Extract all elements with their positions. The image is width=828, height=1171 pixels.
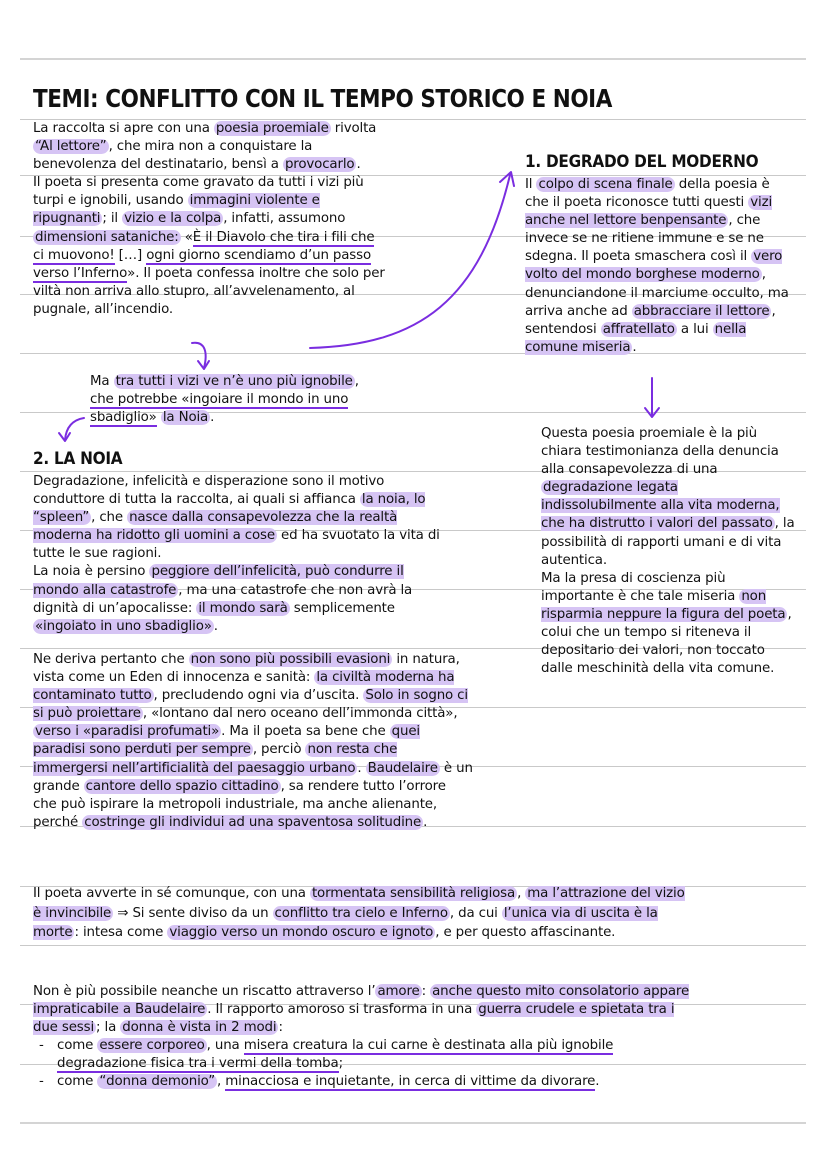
text-run: , da cui [449, 905, 502, 921]
section-2-evasions [33, 651, 473, 832]
highlighted-text: “donna demonio” [99, 1074, 216, 1090]
highlighted-text: poesia proemiale [215, 121, 329, 136]
text-run: : [421, 984, 431, 999]
text-run: ; la [96, 1020, 121, 1036]
page-title: TEMI: CONFLITTO CON IL TEMPO STORICO E NOIA [33, 84, 612, 113]
text-run: in natura, vista come un Eden di innocenza e sanità: [33, 652, 460, 686]
text-run: , una [206, 1038, 244, 1054]
highlighted-text: vero volto del mondo borghese moderno [525, 249, 783, 283]
bottom-paragraph-2 [33, 983, 698, 1037]
text-run: La raccolta si apre con una [33, 121, 214, 136]
highlighted-text: amore [377, 984, 420, 999]
highlighted-text: abbracciare il lettore [633, 303, 770, 319]
highlighted-text: non risparmia neppure la figura del poeta [541, 588, 786, 622]
highlighted-text: ma l’attrazione del vizio è invincibile [33, 886, 685, 921]
highlighted-text: nella comune miseria [525, 321, 747, 355]
text-run: . [595, 1074, 600, 1090]
woman-views-list [33, 1037, 698, 1091]
text-run: semplicemente [289, 600, 395, 616]
highlighted-text: tormentata sensibilità religiosa [311, 886, 516, 901]
section-1-conclusion [541, 425, 796, 678]
underlined-text: minacciosa e inquietante, in cerca di vittime da divorare [225, 1074, 596, 1090]
highlighted-text: guerra crudele e spietata tra i due sessi [33, 1002, 675, 1036]
highlighted-text: la Noia [162, 410, 209, 426]
text-run: ; [338, 1056, 343, 1072]
text-run: Ma la presa di coscienza più importante è che tale miseria [541, 570, 740, 604]
text-run: , [517, 886, 526, 901]
text-run: . [213, 618, 218, 634]
highlighted-text: cantore dello spazio cittadino [85, 778, 279, 794]
ruled-line-bottom [20, 1122, 806, 1124]
section-1-paragraph-2 [541, 425, 796, 570]
text-run: : [278, 1020, 283, 1036]
text-run: . [632, 339, 637, 355]
text-run: come [57, 1074, 98, 1090]
text-run: ; il [102, 211, 123, 227]
highlighted-text: viaggio verso un mondo oscuro e ignoto [169, 925, 434, 940]
text-run: , precludendo ogni via d’uscita. [153, 688, 364, 704]
highlighted-text: anche questo mito consolatorio appare impraticabile a Baudelaire [33, 984, 690, 1018]
intro-paragraph-3 [90, 373, 375, 427]
section-2-body [33, 473, 453, 636]
list-item [33, 1073, 698, 1091]
highlighted-text: l’unica via di uscita è la morte [33, 905, 658, 940]
intro-noia-transition [90, 373, 375, 427]
text-run: , perciò [252, 742, 306, 758]
text-run: : intesa come [74, 925, 168, 940]
text-run: ed ha svuotato la vita di tutte le sue ragioni. [33, 528, 440, 562]
text-run: della poesia è che il poeta riconosce tutti questi [525, 177, 770, 211]
text-run: , che [91, 510, 128, 526]
underlined-text: ogni giorno scendiamo d’un passo verso l’Inferno [33, 247, 371, 281]
text-run: , sa rendere tutto l’orrore che può ispirare la metropoli industriale, ma anche alienante, perché [33, 778, 446, 830]
section-1-paragraph-3 [541, 570, 796, 679]
text-run: , colui che un tempo si riteneva il depositario dei valori, non toccato dalle meschinità della vita comune. [541, 606, 792, 677]
ruled-line-top [20, 58, 806, 60]
text-run: « [180, 229, 193, 245]
text-run: , denunciandone il marciume occulto, ma arriva anche ad [525, 267, 789, 319]
highlighted-text: il mondo sarà [198, 600, 288, 616]
text-run: rivolta [330, 121, 377, 136]
highlighted-text: immagini violente e ripugnanti [33, 193, 320, 227]
section-2-heading: 2. LA NOIA [33, 449, 123, 469]
religion-paragraph [33, 884, 688, 943]
intro-section [33, 120, 388, 319]
intro-paragraph-1 [33, 120, 388, 174]
section-1-heading: 1. DEGRADO DEL MODERNO [525, 152, 759, 172]
text-run: . Il rapporto amoroso si trasforma in una [207, 1002, 477, 1018]
highlighted-text: costringe gli individui ad una spaventosa solitudine [84, 814, 422, 830]
section-1-paragraph-1 [525, 176, 795, 357]
underlined-text: misera creatura la cui carne è destinata alla più ignobile degradazione fisica tra i vermi della tomba [57, 1038, 614, 1072]
highlighted-text: quei paradisi sono perduti per sempre [33, 724, 421, 758]
text-run: , «lontano dal nero oceano dell’immonda città», [142, 706, 458, 722]
text-run: Degradazione, infelicità e disperazione sono il motivo conduttore di tutta la raccolta, ai quali si affianca [33, 474, 385, 508]
section-2-paragraph-3 [33, 651, 473, 832]
text-run: , la possibilità di rapporti umani e di vita autentica. [541, 516, 795, 568]
text-run: La noia è persino [33, 564, 150, 580]
text-run: […] [114, 247, 147, 263]
section-2-paragraph-2 [33, 563, 453, 635]
list-item [33, 1037, 698, 1073]
highlighted-text: Baudelaire [367, 760, 438, 776]
section-2-paragraph-1 [33, 473, 453, 563]
underlined-text: È il Diavolo che tira i fili che ci muovono! [33, 229, 375, 263]
text-run: , e per questo affascinante. [435, 925, 616, 940]
text-run: . [357, 760, 366, 776]
highlighted-text: «ingoiato in uno sbadiglio» [35, 618, 212, 634]
ruled-line [20, 945, 806, 946]
highlighted-text: degradazione legata indissolubilmente alla vita moderna, che ha distrutto i valori del passato [541, 480, 780, 532]
highlighted-text: vizio e la colpa [124, 211, 222, 227]
text-run: Questa poesia proemiale è la più chiara testimonianza della denuncia alla consapevolezza di una [541, 426, 779, 478]
highlighted-text: Solo in sogno ci si può proiettare [33, 688, 468, 722]
text-run: come [57, 1038, 98, 1054]
bottom-paragraph-1 [33, 884, 688, 943]
text-run: , sentendosi [525, 303, 776, 337]
highlighted-text: dimensioni sataniche: [35, 229, 179, 245]
text-run: , [217, 1074, 226, 1090]
highlighted-text: conflitto tra cielo e Inferno [274, 905, 448, 921]
highlighted-text: non sono più possibili evasioni [190, 652, 391, 667]
love-paragraph [33, 983, 698, 1092]
text-run: ». Il poeta confessa inoltre che solo per viltà non arriva allo stupro, all’avvelenamento, al pugnale, all’incendio. [33, 265, 385, 317]
arrow-to-noia-line-icon [192, 343, 206, 368]
section-1-body [525, 176, 795, 357]
text-run: ⇒ Si sente diviso da un [113, 905, 273, 921]
highlighted-text: colpo di scena finale [538, 177, 673, 192]
text-run: Il poeta si presenta come gravato da tutti i vizi più turpi e ignobili, usando [33, 175, 364, 209]
highlighted-text: vizi anche nel lettore benpensante [525, 195, 773, 229]
highlighted-text: tra tutti i vizi ve n’è uno più ignobile [115, 374, 353, 389]
text-run: , ma una catastrofe che non avrà la dignità di un’apocalisse: [33, 582, 413, 616]
highlighted-text: provocarlo [284, 157, 355, 173]
text-run: a lui [676, 321, 713, 337]
text-run: . [356, 157, 361, 173]
highlighted-text: non resta che immergersi nell’artificialità del paesaggio urbano [33, 742, 398, 776]
highlighted-text: verso i «paradisi profumati» [35, 724, 220, 740]
text-run: . Ma il poeta sa bene che [221, 724, 390, 740]
highlighted-text: peggiore dell’infelicità, può condurre il mondo alla catastrofe [33, 564, 404, 598]
text-run: Ma [90, 374, 114, 389]
highlighted-text: “Al lettore” [35, 139, 107, 155]
text-run: Non è più possibile neanche un riscatto attraverso l’ [33, 984, 376, 999]
text-run: . [210, 410, 215, 426]
text-run: Il [525, 177, 537, 192]
text-run: Ne deriva pertanto che [33, 652, 189, 667]
text-run: , che mira non a conquistare la benevolenza del destinatario, bensì a [33, 139, 313, 173]
highlighted-text: essere corporeo [99, 1038, 205, 1054]
text-run: , [354, 374, 359, 389]
text-run: Il poeta avverte in sé comunque, con una [33, 886, 310, 901]
text-run: . [423, 814, 428, 830]
text-run: , che invece se ne ritiene immune e se ne sdegna. Il poeta smaschera così il [525, 213, 764, 265]
highlighted-text: la noia, lo “spleen” [33, 492, 426, 526]
highlighted-text: la civiltà moderna ha contaminato tutto [33, 670, 455, 704]
intro-paragraph-2 [33, 174, 388, 319]
text-run: , infatti, assumono [223, 211, 346, 227]
highlighted-text: affratellato [602, 321, 675, 337]
underlined-text: che potrebbe «ingoiare il mondo in uno sbadiglio» [90, 392, 349, 426]
highlighted-text: nasce dalla consapevolezza che la realtà moderna ha ridotto gli uomini a cose [33, 510, 398, 544]
highlighted-text: donna è vista in 2 modi [122, 1020, 277, 1036]
arrow-to-section-2-icon [65, 418, 84, 440]
text-run: è un grande [33, 760, 473, 794]
